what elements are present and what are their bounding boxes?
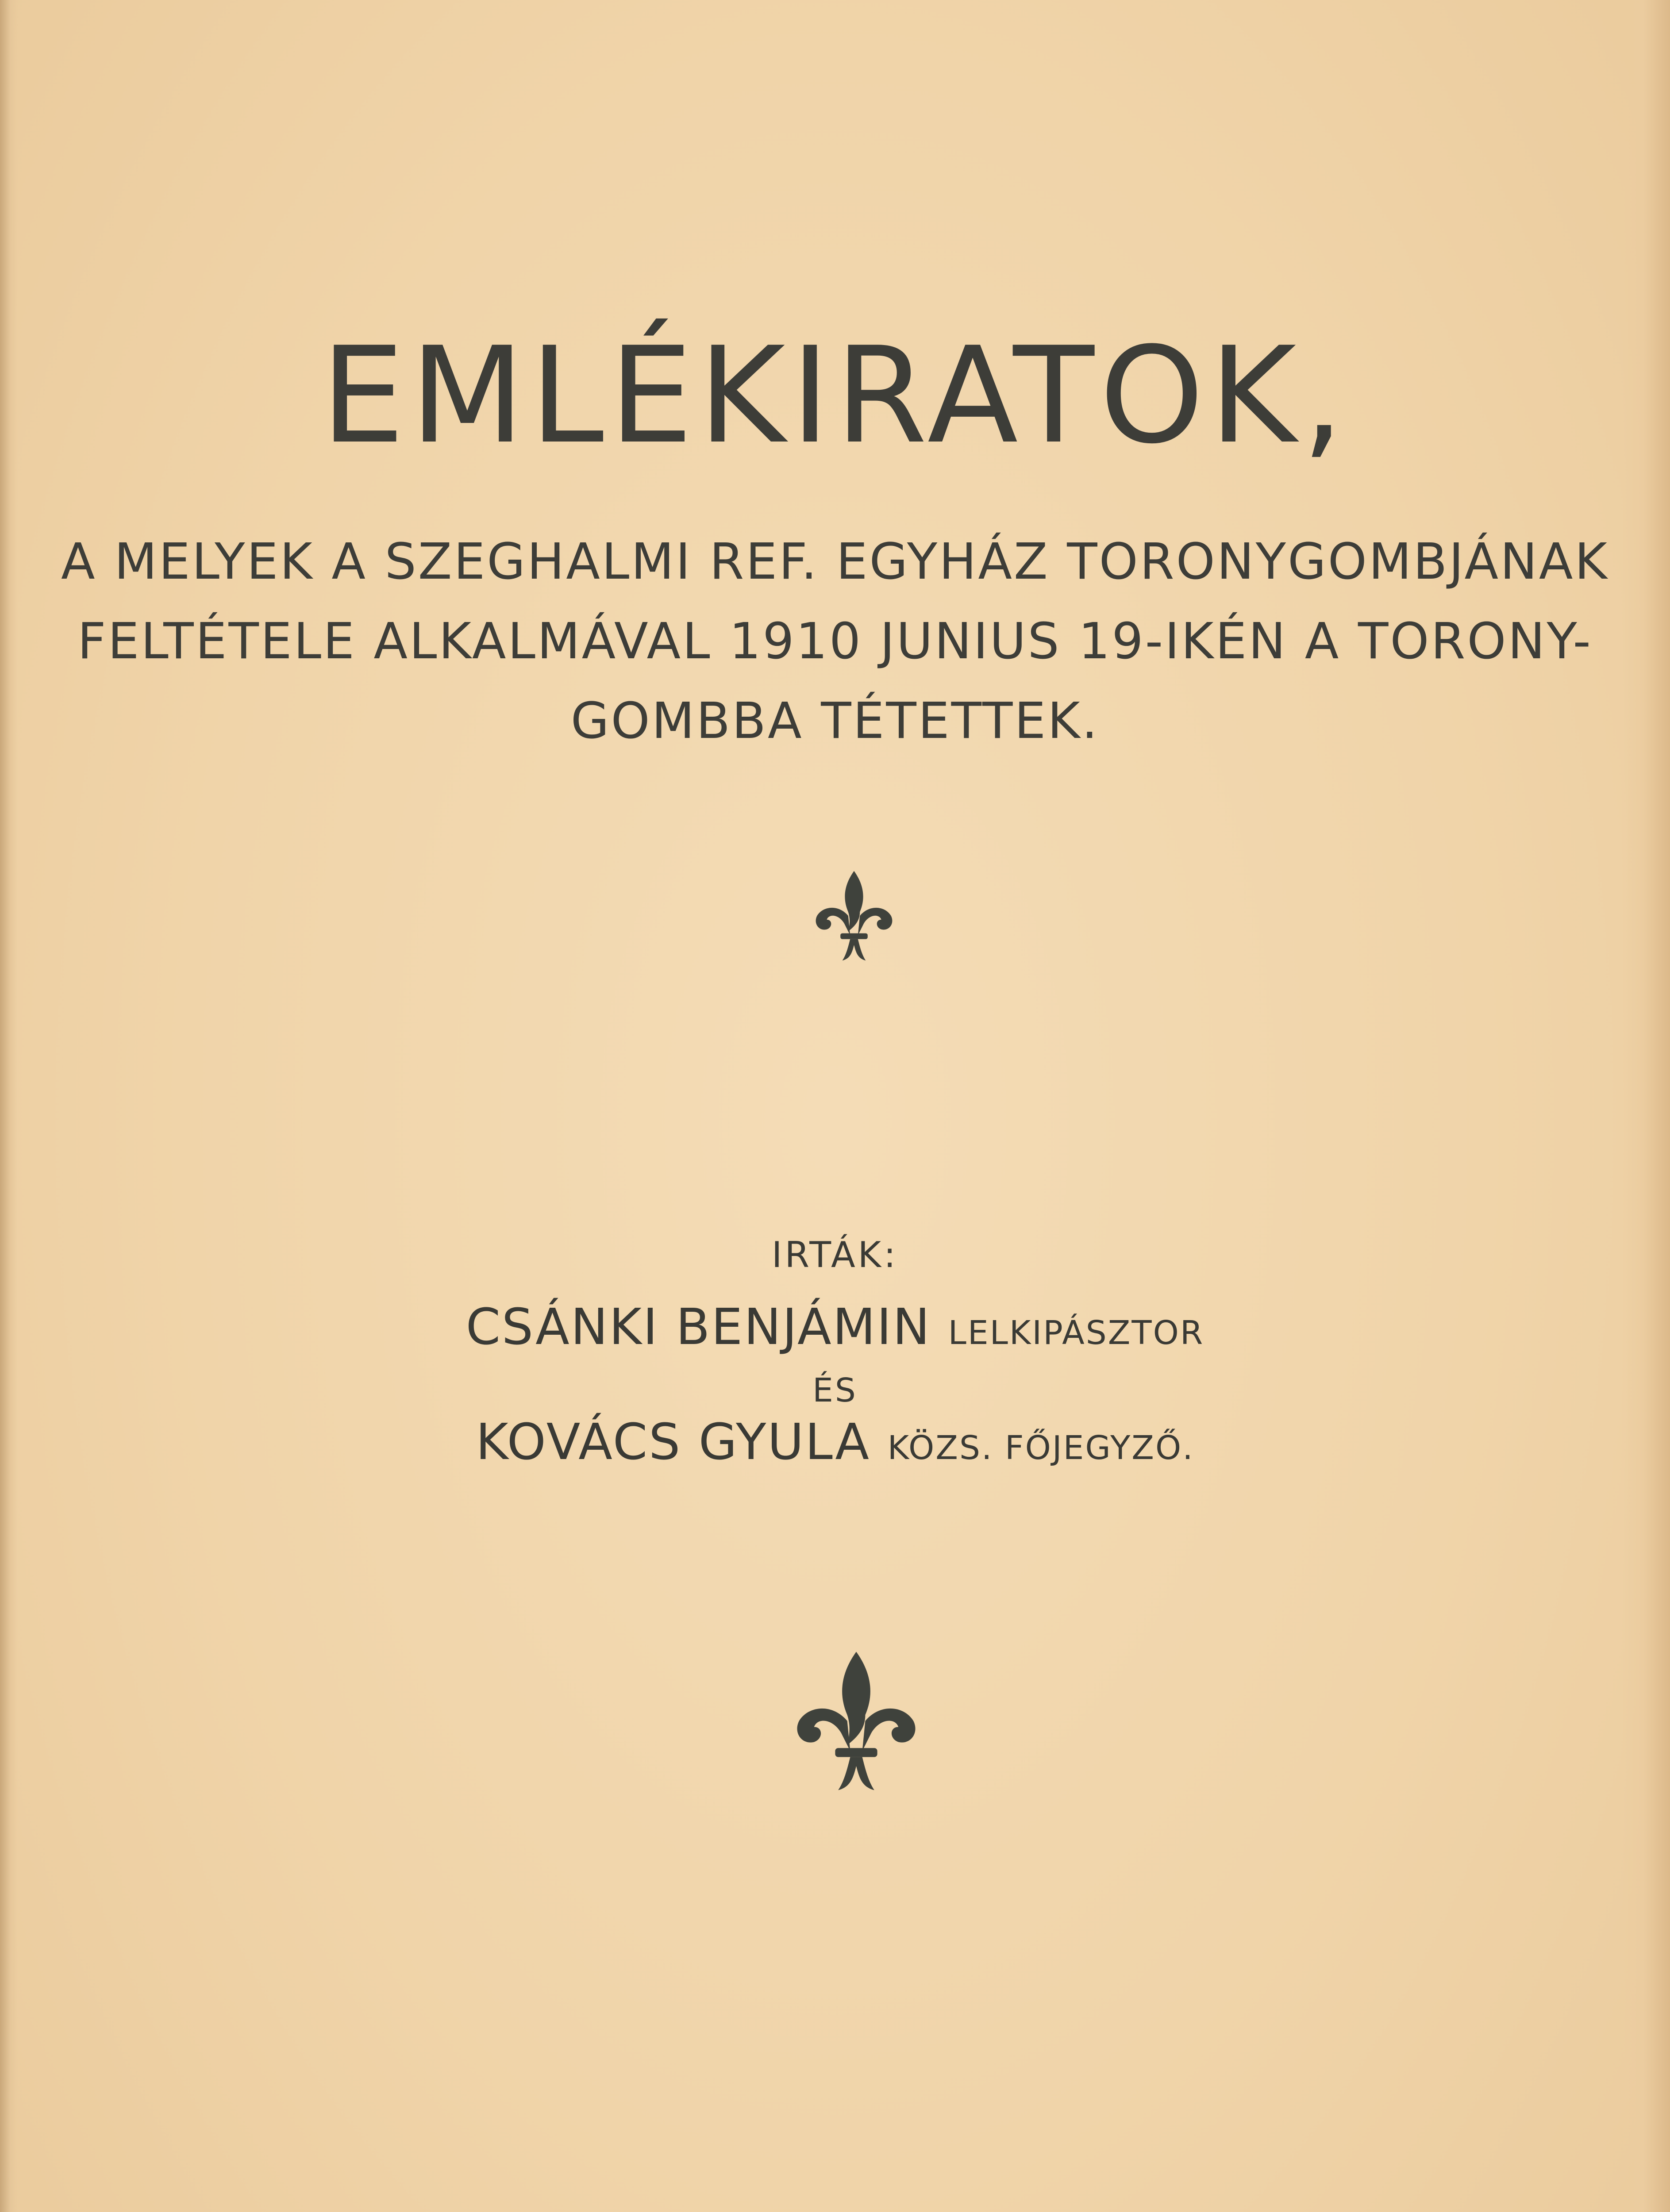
author-line-2 [0, 1413, 1670, 1471]
fleur-de-lis-icon [781, 1646, 931, 1796]
authors-heading: IRTÁK: [771, 1234, 899, 1275]
author-name: CSÁNKI BENJÁMIN [466, 1298, 931, 1356]
author-line-1 [0, 1298, 1670, 1356]
conjunction: ÉS [812, 1371, 858, 1409]
author-role: LELKIPÁSZTOR [948, 1314, 1204, 1352]
author-name: KOVÁCS GYULA [476, 1413, 870, 1471]
fleur-de-lis-icon [805, 867, 903, 964]
author-role: KÖZS. FŐJEGYZŐ. [887, 1429, 1194, 1467]
subtitle-line-2: FELTÉTELE ALKALMÁVAL 1910 JUNIUS 19-IKÉN A TORONY- [77, 613, 1593, 670]
subtitle-line-3: GOMBBA TÉTETTEK. [570, 692, 1100, 750]
subtitle-line-1: A MELYEK A SZEGHALMI REF. EGYHÁZ TORONYGOMBJÁNAK [61, 533, 1609, 591]
document-title: EMLÉKIRATOK, [321, 319, 1349, 473]
